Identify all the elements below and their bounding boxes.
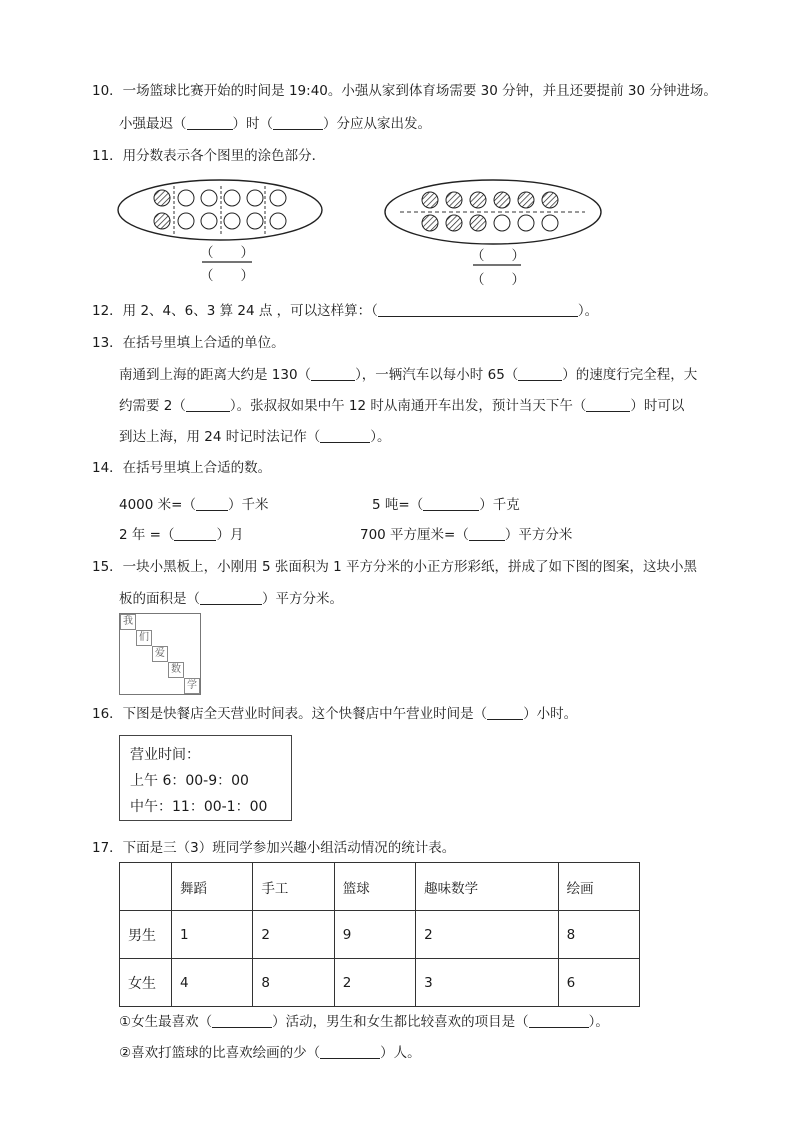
answer-blank[interactable] — [187, 116, 233, 130]
answer-blank[interactable] — [469, 527, 505, 541]
answer-blank[interactable] — [518, 367, 562, 381]
q14-item-b: 5 吨=（ ）千克 — [372, 497, 520, 513]
table-cell: 2 — [253, 911, 334, 959]
q17-sub1: ①女生最喜欢（ ）活动，男生和女生都比较喜欢的项目是（ ）。 — [119, 1014, 609, 1030]
q14-item-d: 700 平方厘米=（ ）平方分米 — [360, 527, 573, 543]
table-cell: 3 — [416, 959, 558, 1007]
fraction-denominator-right[interactable]: （ ） — [471, 272, 525, 288]
answer-blank[interactable] — [273, 116, 323, 130]
answer-blank[interactable] — [212, 1014, 272, 1028]
table-cell: 8 — [253, 959, 334, 1007]
q16-line: 16．下图是快餐店全天营业时间表。这个快餐店中午营业时间是（ ）小时。 — [92, 706, 578, 722]
answer-blank[interactable] — [186, 398, 230, 412]
table-row — [120, 911, 640, 959]
hours-noon: 中午：11：00-1：00 — [130, 799, 268, 815]
table-cell: 1 — [172, 911, 253, 959]
answer-blank[interactable] — [487, 706, 523, 720]
table-header-cell: 篮球 — [334, 863, 415, 911]
q13-line1: 南通到上海的距离大约是 130（ ），一辆汽车以每小时 65（ ）的速度行完全程，大 — [119, 367, 698, 383]
hours-title: 营业时间： — [130, 747, 200, 763]
table-header-cell: 绘画 — [558, 863, 639, 911]
q14-item-a: 4000 米=（ ）千米 — [119, 497, 269, 513]
q13-line2: 约需要 2（ ）。张叔叔如果中午 12 时从南通开车出发，预计当天下午（ ）时可以 — [119, 398, 685, 414]
paper-square: 数 — [168, 662, 184, 678]
interest-group-table — [119, 862, 640, 1007]
answer-blank[interactable] — [196, 497, 228, 511]
answer-blank[interactable] — [378, 303, 578, 317]
paper-square: 爱 — [152, 646, 168, 662]
answer-blank[interactable] — [423, 497, 479, 511]
q15-line2: 板的面积是（ ）平方分米。 — [119, 591, 343, 607]
answer-blank[interactable] — [311, 367, 355, 381]
q17-sub2: ②喜欢打篮球的比喜欢绘画的少（ ）人。 — [119, 1045, 421, 1061]
q13-title: 13．在括号里填上合适的单位。 — [92, 335, 285, 351]
answer-blank[interactable] — [320, 1045, 380, 1059]
table-cell: 4 — [172, 959, 253, 1007]
q13-line3: 到达上海，用 24 时记时法记作（ ）。 — [119, 429, 391, 445]
table-row — [120, 959, 640, 1007]
table-cell: 2 — [416, 911, 558, 959]
paper-square: 们 — [136, 630, 152, 646]
answer-blank[interactable] — [200, 591, 262, 605]
fraction-figures — [115, 178, 615, 292]
table-cell: 6 — [558, 959, 639, 1007]
table-header-row — [120, 863, 640, 911]
q10-line1: 10．一场篮球比赛开始的时间是 19:40。小强从家到体育场需要 30 分钟，并且还要提前 30 分钟进场。 — [92, 83, 717, 99]
answer-blank[interactable] — [586, 398, 630, 412]
hours-morning: 上午 6：00-9：00 — [130, 773, 249, 789]
q14-item-c: 2 年 =（ ）月 — [119, 527, 244, 543]
table-header-cell: 舞蹈 — [172, 863, 253, 911]
q15-line1: 15．一块小黑板上，小刚用 5 张面积为 1 平方分米的小正方形彩纸，拼成了如下图的图案，这块小黑 — [92, 559, 698, 575]
fraction-denominator-left[interactable]: （ ） — [200, 268, 254, 284]
table-cell: 8 — [558, 911, 639, 959]
answer-blank[interactable] — [320, 429, 370, 443]
table-cell: 男生 — [120, 911, 172, 959]
answer-blank[interactable] — [529, 1014, 589, 1028]
blackboard-square — [119, 613, 201, 695]
q14-title: 14．在括号里填上合适的数。 — [92, 460, 272, 476]
q10-line2: 小强最迟（ ）时（ ）分应从家出发。 — [119, 116, 431, 132]
answer-blank[interactable] — [174, 527, 216, 541]
table-cell: 女生 — [120, 959, 172, 1007]
fraction-numerator-left[interactable]: （ ） — [200, 245, 254, 261]
business-hours-box — [119, 735, 292, 821]
paper-square: 学 — [184, 678, 200, 694]
q17-title: 17．下面是三（3）班同学参加兴趣小组活动情况的统计表。 — [92, 840, 456, 856]
table-header-cell — [120, 863, 172, 911]
paper-square: 我 — [120, 614, 136, 630]
table-cell: 2 — [334, 959, 415, 1007]
q11-title: 11．用分数表示各个图里的涂色部分． — [92, 148, 326, 164]
fraction-numerator-right[interactable]: （ ） — [471, 248, 525, 264]
table-header-cell: 手工 — [253, 863, 334, 911]
table-cell: 9 — [334, 911, 415, 959]
q12-line: 12．用 2、4、6、3 算 24 点 ，可以这样算：（ ）。 — [92, 303, 599, 319]
table-header-cell: 趣味数学 — [416, 863, 558, 911]
